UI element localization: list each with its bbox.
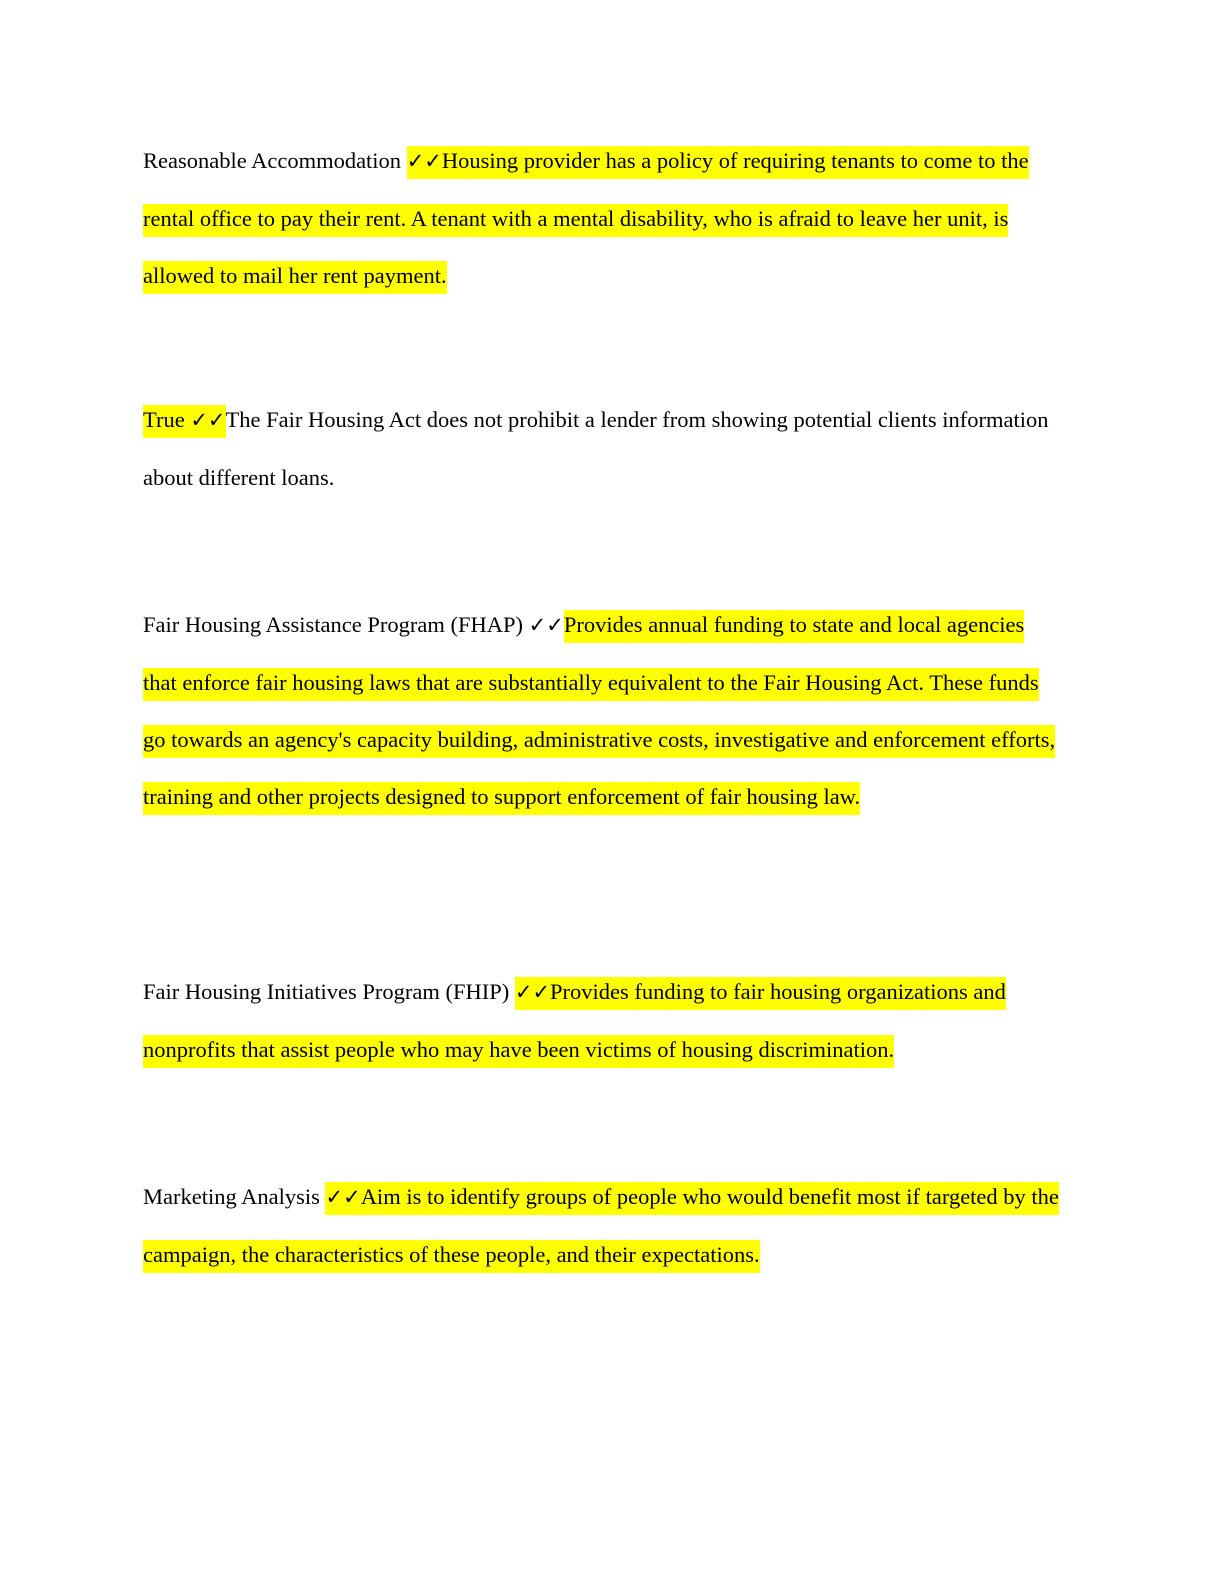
flashcard-entry-fhap	[143, 596, 1063, 825]
double-check-icon: ✓✓	[406, 149, 442, 173]
entry-definition: The Fair Housing Act does not prohibit a lender from showing potential clients information about different loans.	[143, 407, 1049, 490]
entry-definition: Aim is to identify groups of people who would benefit most if targeted by the campaign, the characteristics of these people, and their expectations.	[143, 1184, 1059, 1267]
entry-term: Marketing Analysis	[143, 1184, 326, 1209]
flashcard-entry-reasonable-accommodation	[143, 132, 1063, 304]
entry-definition: Provides annual funding to state and local agencies that enforce fair housing laws that are substantially equivalent to the Fair Housing Act. These funds go towards an agency's capacity building, administrative costs, investigative and enforcement efforts, training and other projects designed to support enforcement of fair housing law.	[143, 612, 1056, 809]
double-check-icon: ✓✓	[325, 1185, 361, 1209]
flashcard-entry-fhip	[143, 963, 1063, 1078]
entry-definition: Housing provider has a policy of requiring tenants to come to the rental office to pay their rent. A tenant with a mental disability, who is afraid to leave her unit, is allowed to mail her rent payment.	[143, 148, 1029, 288]
flashcard-entry-true	[143, 391, 1063, 506]
entry-definition: Provides funding to fair housing organizations and nonprofits that assist people who may have been victims of housing discrimination.	[143, 979, 1006, 1062]
double-check-icon: ✓✓	[514, 980, 551, 1004]
entry-term: True	[143, 407, 191, 432]
highlighted-answer	[143, 610, 1055, 815]
double-check-icon: ✓✓	[190, 408, 226, 432]
entry-term: Reasonable Accommodation	[143, 148, 407, 173]
flashcard-entry-marketing-analysis	[143, 1168, 1063, 1283]
double-check-icon: ✓✓	[528, 613, 564, 637]
highlighted-answer	[143, 405, 226, 438]
entry-term: Fair Housing Initiatives Program (FHIP)	[143, 979, 515, 1004]
entry-term: Fair Housing Assistance Program (FHAP)	[143, 612, 529, 637]
